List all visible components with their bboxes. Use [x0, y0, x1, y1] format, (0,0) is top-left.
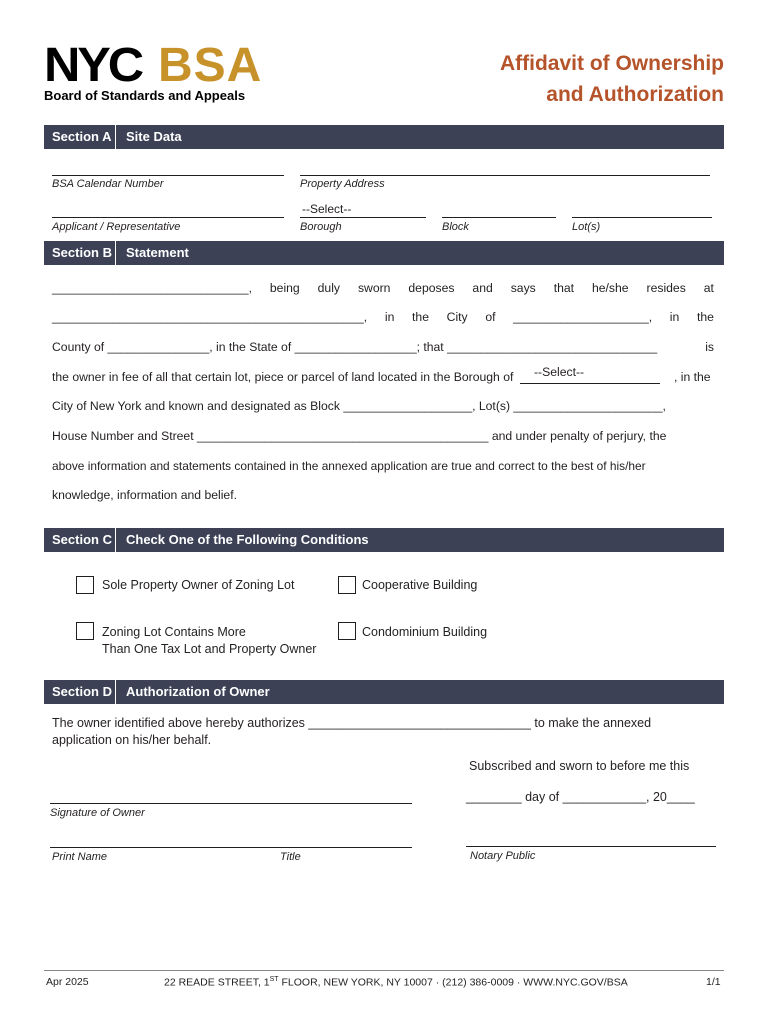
sole-owner-label: Sole Property Owner of Zoning Lot	[102, 578, 295, 592]
print-name-title-field[interactable]	[50, 847, 412, 848]
statement-word: duly	[317, 281, 341, 295]
bsa-calendar-number-field[interactable]	[52, 175, 284, 176]
statement-word: resides	[646, 281, 686, 295]
section-b-header	[44, 241, 724, 265]
statement-word: and	[472, 281, 493, 295]
section-b-label: Section B	[44, 241, 116, 265]
statement-text: , in the	[674, 370, 711, 384]
statement-word[interactable]: ______________________________________________,	[52, 310, 368, 324]
property-address-field[interactable]	[300, 175, 710, 176]
statement-word: City	[446, 310, 468, 324]
statement-line-1	[52, 281, 714, 295]
notary-public-caption: Notary Public	[470, 850, 536, 862]
section-a-label: Section A	[44, 125, 116, 149]
section-a-header	[44, 125, 724, 149]
borough-field	[300, 217, 426, 218]
logo-nyc: NYC	[44, 39, 141, 92]
borough-select-2[interactable]: --Select--	[534, 365, 585, 379]
footer-address-part: FLOOR, NEW YORK, NY 10007 · (212) 386-0009 · WWW.NYC.GOV/BSA	[278, 976, 628, 989]
statement-word: the	[696, 310, 714, 324]
section-d-label: Section D	[44, 680, 116, 704]
footer-address-part: 22 READE STREET, 1	[164, 976, 270, 989]
footer-date: Apr 2025	[46, 976, 89, 988]
multiple-tax-lots-checkbox[interactable]	[76, 622, 94, 640]
statement-word: says	[510, 281, 536, 295]
statement-line-5[interactable]: City of New York and known and designated as Block ___________________, Lot(s) ______________________,	[52, 399, 666, 413]
form-title-line1: Affidavit of Ownership	[499, 52, 724, 75]
statement-line-2	[52, 310, 714, 324]
subscribed-text: Subscribed and sworn to before me this	[469, 759, 690, 773]
footer-address	[164, 976, 628, 989]
footer-page-number: 1/1	[706, 976, 721, 988]
lots-caption: Lot(s)	[572, 221, 601, 233]
statement-line-8: knowledge, information and belief.	[52, 488, 237, 502]
statement-word: deposes	[408, 281, 455, 295]
property-address-caption: Property Address	[300, 178, 385, 190]
statement-word: of	[485, 310, 496, 324]
borough-select-line	[520, 370, 660, 384]
cooperative-building-checkbox[interactable]	[338, 576, 356, 594]
form-title-line2: and Authorization	[546, 83, 724, 106]
statement-line-7: above information and statements contained in the annexed application are true and correct to the best of his/her	[52, 459, 646, 473]
statement-word: at	[703, 281, 714, 295]
applicant-representative-field[interactable]	[52, 217, 284, 218]
statement-word: he/she	[591, 281, 629, 295]
authorization-line2: application on his/her behalf.	[52, 733, 212, 747]
multiple-tax-lots-label	[102, 624, 316, 658]
signature-of-owner-caption: Signature of Owner	[50, 807, 145, 819]
footer-address-sup: ST	[269, 976, 279, 983]
authorization-line1[interactable]: The owner identified above hereby authorizes ________________________________ to make the annexed	[52, 716, 652, 730]
statement-text[interactable]: County of _______________, in the State of __________________; that _______________________________	[52, 340, 658, 354]
statement-line-3	[52, 340, 714, 354]
footer-divider	[44, 970, 724, 971]
statement-line-4	[52, 365, 714, 384]
applicant-representative-caption: Applicant / Representative	[52, 221, 181, 233]
statement-word: the	[412, 310, 429, 324]
statement-word[interactable]: _____________________________,	[52, 281, 252, 295]
signature-of-owner-field[interactable]	[50, 803, 412, 804]
bsa-calendar-number-caption: BSA Calendar Number	[52, 178, 164, 190]
statement-text: the owner in fee of all that certain lot, piece or parcel of land located in the Borough of	[52, 370, 514, 384]
section-a-title: Site Data	[126, 129, 182, 144]
section-c-header	[44, 528, 724, 552]
statement-word[interactable]: ____________________,	[513, 310, 653, 324]
statement-text: is	[705, 340, 714, 354]
borough-caption: Borough	[300, 221, 342, 233]
form-title	[500, 48, 724, 110]
statement-line-6[interactable]: House Number and Street ___________________________________________ and under penalty of perjury, the	[52, 429, 667, 443]
multiple-tax-lots-label-line1: Zoning Lot Contains More	[102, 625, 246, 639]
statement-word: being	[269, 281, 300, 295]
statement-word: in	[669, 310, 680, 324]
section-d-header	[44, 680, 724, 704]
notary-date-line[interactable]: ________ day of ____________, 20____	[466, 790, 695, 804]
print-name-caption: Print Name	[52, 851, 108, 863]
statement-word: that	[553, 281, 575, 295]
logo-subtitle: Board of Standards and Appeals	[44, 88, 246, 103]
block-caption: Block	[442, 221, 469, 233]
condominium-building-checkbox[interactable]	[338, 622, 356, 640]
section-b-title: Statement	[126, 245, 189, 260]
borough-select[interactable]: --Select--	[302, 202, 352, 216]
cooperative-building-label: Cooperative Building	[362, 578, 478, 592]
multiple-tax-lots-label-line2: Than One Tax Lot and Property Owner	[102, 642, 317, 656]
sole-owner-checkbox[interactable]	[76, 576, 94, 594]
section-c-title: Check One of the Following Conditions	[126, 532, 369, 547]
notary-public-field[interactable]	[466, 846, 716, 847]
title-caption: Title	[280, 851, 301, 863]
section-d-title: Authorization of Owner	[126, 684, 270, 699]
lots-field[interactable]	[572, 217, 712, 218]
block-field[interactable]	[442, 217, 556, 218]
section-c-label: Section C	[44, 528, 116, 552]
statement-word: sworn	[357, 281, 391, 295]
logo-bsa: BSA	[158, 39, 263, 92]
statement-word: in	[384, 310, 395, 324]
condominium-building-label: Condominium Building	[362, 625, 488, 639]
